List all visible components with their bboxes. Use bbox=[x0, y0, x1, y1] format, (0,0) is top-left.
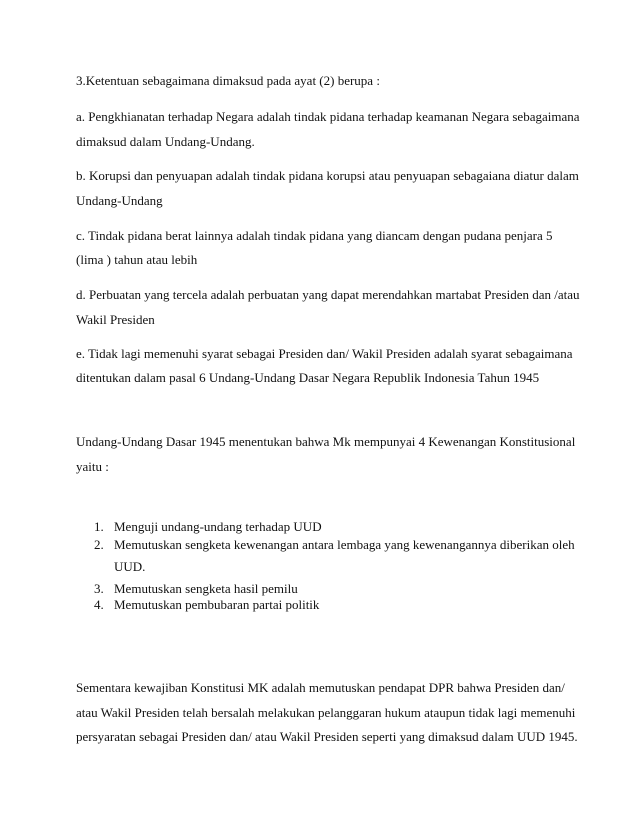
list-item-text: Memutuskan sengketa hasil pemilu bbox=[114, 581, 298, 596]
paragraph-3-heading: 3.Ketentuan sebagaimana dimaksud pada ayat (2) berupa : bbox=[76, 73, 380, 88]
item-b-line-1: b. Korupsi dan penyuapan adalah tindak pidana korupsi atau penyuapan sebagaiana diatur dalam bbox=[76, 168, 579, 183]
item-a-line-2: dimaksud dalam Undang-Undang. bbox=[76, 134, 255, 149]
list-item-number: 1. bbox=[94, 519, 104, 534]
item-c-line-1: c. Tindak pidana berat lainnya adalah tindak pidana yang diancam dengan pudana penjara 5 bbox=[76, 228, 553, 243]
item-b-line-2: Undang-Undang bbox=[76, 193, 163, 208]
list-item-text: Menguji undang-undang terhadap UUD bbox=[114, 519, 322, 534]
list-item bbox=[94, 581, 298, 597]
mk-intro-line-2: yaitu : bbox=[76, 459, 109, 474]
closing-line-3: persyaratan sebagai Presiden dan/ atau Wakil Presiden seperti yang dimaksud dalam UUD 1945. bbox=[76, 729, 578, 744]
list-item-number: 3. bbox=[94, 581, 104, 596]
item-a-line-1: a. Pengkhianatan terhadap Negara adalah tindak pidana terhadap keamanan Negara sebagaimana bbox=[76, 109, 580, 124]
list-item bbox=[94, 537, 575, 553]
list-item-number: 4. bbox=[94, 597, 104, 612]
item-e-line-2: ditentukan dalam pasal 6 Undang-Undang Dasar Negara Republik Indonesia Tahun 1945 bbox=[76, 370, 540, 385]
list-item-text: Memutuskan pembubaran partai politik bbox=[114, 597, 320, 612]
list-item bbox=[94, 519, 322, 535]
list-item-number: 2. bbox=[94, 537, 104, 552]
item-c-line-2: (lima ) tahun atau lebih bbox=[76, 252, 198, 267]
closing-line-1: Sementara kewajiban Konstitusi MK adalah memutuskan pendapat DPR bahwa Presiden dan/ bbox=[76, 680, 565, 695]
mk-intro-line-1: Undang-Undang Dasar 1945 menentukan bahwa Mk mempunyai 4 Kewenangan Konstitusional bbox=[76, 434, 576, 449]
list-item bbox=[94, 597, 319, 613]
closing-line-2: atau Wakil Presiden telah bersalah melakukan pelanggaran hukum ataupun tidak lagi memenuhi bbox=[76, 705, 576, 720]
item-d-line-2: Wakil Presiden bbox=[76, 312, 155, 327]
item-d-line-1: d. Perbuatan yang tercela adalah perbuatan yang dapat merendahkan martabat Presiden dan /atau bbox=[76, 287, 580, 302]
list-item-2-continuation: UUD. bbox=[114, 559, 146, 574]
item-e-line-1: e. Tidak lagi memenuhi syarat sebagai Presiden dan/ Wakil Presiden adalah syarat sebagaimana bbox=[76, 346, 573, 361]
list-item-text: Memutuskan sengketa kewenangan antara lembaga yang kewenangannya diberikan oleh bbox=[114, 537, 575, 552]
